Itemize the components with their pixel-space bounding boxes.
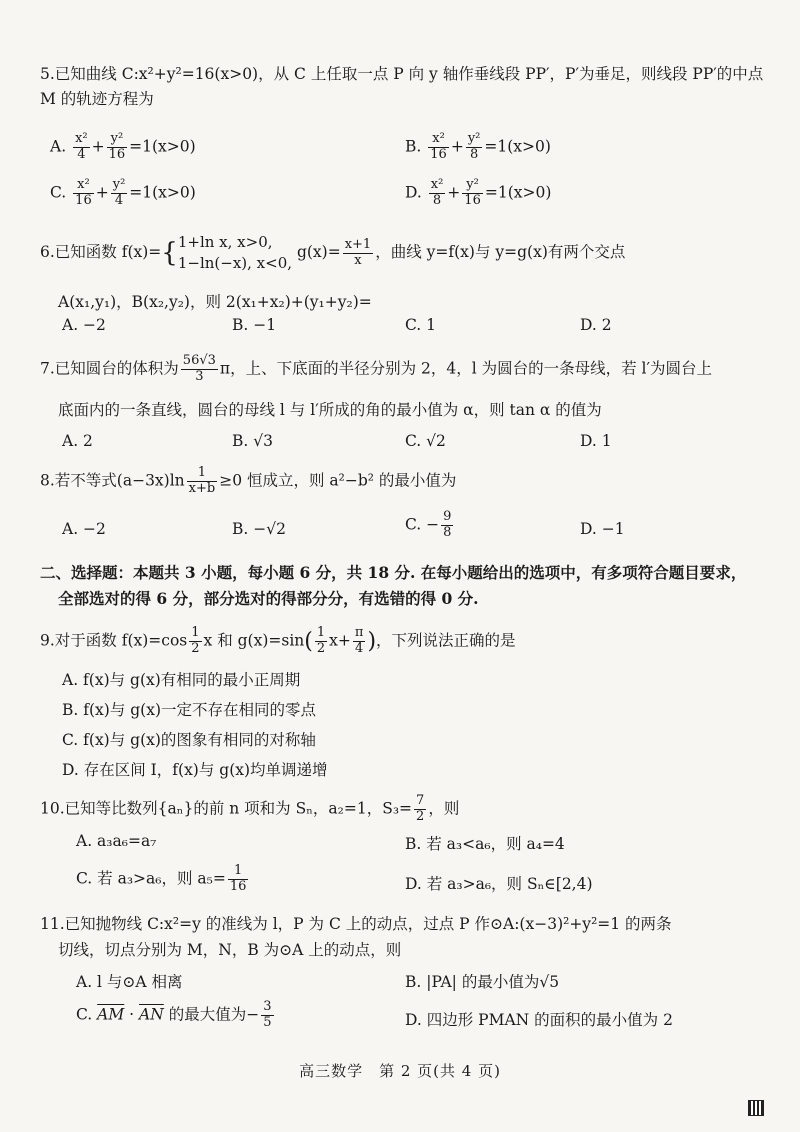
q11-option-d: D. 四边形 PMAN 的面积的最小值为 2 — [405, 1011, 673, 1029]
q6-gx-label: g(x)= — [296, 243, 341, 261]
q8-post: ≥0 恒成立，则 a²−b² 的最小值为 — [219, 471, 457, 490]
q6-option-a: A. −2 — [62, 316, 106, 334]
q8-option-d: D. −1 — [580, 520, 625, 538]
qr-code-icon — [748, 1100, 764, 1116]
q11-c-mid: 的最大值为− — [168, 1005, 260, 1024]
q5-c-cond: =1(x>0) — [129, 183, 196, 202]
question-9-stem: 9.对于函数 f(x)=cos $\frac{1}{2}$ x 和 g(x)=sin( $\frac{1}{2}$ x+ $\frac{\pi}{4}$ )，下列说法正确的是 — [40, 625, 516, 656]
q7-option-b: B. √3 — [232, 432, 273, 450]
question-11-line1: 11.已知抛物线 C:x²=y 的准线为 l，P 为 C 上的动点，过点 P 作⊙A:(x−3)²+y²=1 的两条 — [40, 915, 672, 933]
q5-c-label: C. — [50, 183, 67, 202]
q7-option-a: A. 2 — [62, 432, 93, 450]
q6-cases — [178, 232, 292, 274]
q5-c-frac2: $\frac{\text{y²}}{4}$ — [112, 177, 126, 208]
q5-a-cond: =1(x>0) — [129, 137, 196, 156]
q6-gx-frac: $\frac{x+1}{x}$ — [344, 236, 372, 268]
q9-half-frac: $\frac{1}{2}$ — [191, 625, 200, 656]
q6-line1-post: ，曲线 y=f(x)与 y=g(x)有两个交点 — [375, 243, 626, 261]
q11-c-pre: C. — [76, 1005, 93, 1024]
q5-c-frac1: $\frac{\text{x²}}{16}$ — [75, 177, 92, 208]
q5-a-label: A. — [50, 137, 67, 156]
q10-pre: 10.已知等比数列{aₙ}的前 n 项和为 Sₙ，a₂=1，S₃= — [40, 799, 413, 818]
q9-post: ，下列说法正确的是 — [376, 631, 516, 650]
q6-fx-label: 6.已知函数 f(x)= — [40, 243, 162, 261]
q6-case2: 1−ln(−x), x<0, — [177, 254, 293, 272]
q8-c-label: C. − — [405, 515, 440, 534]
q11-option-a: A. l 与⊙A 相离 — [76, 973, 183, 991]
question-10-stem — [40, 794, 459, 825]
q11-option-c: C. $\overline{AM} \cdot \overline{AN}$ 的最大值为− $\frac{3}{5}$ — [76, 999, 272, 1030]
q10-c-frac: $\frac{1}{16}$ — [229, 863, 247, 894]
q6-option-c: C. 1 — [405, 316, 437, 334]
q5-a-frac1: $\frac{\text{x²}}{4}$ — [75, 131, 88, 162]
q8-c-frac: $\frac{9}{8}$ — [443, 509, 452, 540]
q11-c-frac: $\frac{3}{5}$ — [263, 999, 272, 1030]
q9-option-a: A. f(x)与 g(x)有相同的最小正周期 — [62, 671, 301, 689]
q7-option-c: C. √2 — [405, 432, 446, 450]
q5-option-a: A. $\frac{\text{x²}}{4}$ + $\frac{\text{y²}}{16}$ =1(x>0) — [50, 131, 196, 162]
question-7-line2: 底面内的一条直线，圆台的母线 l 与 l′所成的角的最小值为 α，则 tan α 的值为 — [58, 401, 602, 419]
q6-option-d: D. 2 — [580, 316, 612, 334]
question-8-stem — [40, 466, 456, 497]
q10-post: ，则 — [428, 799, 460, 818]
q8-frac: $\frac{1}{x+b}$ — [188, 465, 216, 496]
q7-pre: 7.已知圆台的体积为 — [40, 359, 179, 378]
q5-b-cond: =1(x>0) — [484, 137, 551, 156]
q8-option-c — [405, 510, 455, 541]
q6-case1: 1+ln x, x>0, — [177, 233, 273, 251]
q5-option-b: B. $\frac{\text{x²}}{16}$ + $\frac{\text{y²}}{8}$ =1(x>0) — [405, 131, 551, 162]
q9-option-c: C. f(x)与 g(x)的图象有相同的对称轴 — [62, 731, 316, 749]
question-11-line2: 切线，切点分别为 M，N，B 为⊙A 上的动点，则 — [58, 941, 402, 959]
q11-vec-am: $\overline{AM}$ — [97, 1005, 125, 1024]
q8-option-b: B. −√2 — [232, 520, 286, 538]
q9-option-b: B. f(x)与 g(x)一定不存在相同的零点 — [62, 701, 317, 719]
section-2-line1: 二、选择题：本题共 3 小题，每小题 6 分，共 18 分. 在每小题给出的选项中，有多项符合题目要求， — [40, 563, 747, 582]
q5-b-label: B. — [405, 137, 422, 156]
q10-option-a: A. a₃a₆=a₇ — [76, 832, 157, 850]
question-7-line1 — [40, 354, 712, 385]
q9-mid: x 和 g(x)=sin — [203, 631, 305, 650]
q10-option-b: B. 若 a₃<a₆，则 a₄=4 — [405, 835, 565, 853]
q10-s3-frac: $\frac{7}{2}$ — [416, 793, 425, 824]
q5-d-cond: =1(x>0) — [484, 183, 552, 202]
q8-pre: 8.若不等式(a−3x)ln — [40, 471, 185, 490]
q7-option-d: D. 1 — [580, 432, 612, 450]
section-2-line2: 全部选对的得 6 分，部分选对的得部分分，有选错的得 0 分. — [58, 588, 479, 608]
question-6-line2: A(x₁,y₁)，B(x₂,y₂)，则 2(x₁+x₂)+(y₁+y₂)= — [58, 293, 372, 311]
q7-post: π，上、下底面的半径分别为 2，4，l 为圆台的一条母线，若 l′为圆台上 — [219, 359, 713, 378]
q5-option-d: D. $\frac{\text{x²}}{8}$ + $\frac{\text{y²}}{16}$ =1(x>0) — [405, 177, 552, 208]
q5-d-label: D. — [405, 183, 422, 202]
q5-b-frac1: $\frac{\text{x²}}{16}$ — [430, 131, 447, 162]
q10-c-pre: C. 若 a₃>a₆，则 a₅= — [76, 869, 226, 888]
q5-a-frac2: $\frac{\text{y²}}{16}$ — [108, 131, 126, 162]
question-5 — [40, 62, 770, 112]
q11-option-b: B. |PA| 的最小值为√5 — [405, 973, 560, 991]
q5-d-frac2: $\frac{\text{y²}}{16}$ — [464, 177, 481, 208]
q10-option-c — [76, 864, 250, 895]
q5-option-c: C. $\frac{\text{x²}}{16}$ + $\frac{\text{y²}}{4}$ =1(x>0) — [50, 177, 196, 208]
page-footer: 高三数学 第 2 页(共 4 页) — [299, 1062, 501, 1080]
q9-gx-frac1: $\frac{1}{2}$ — [316, 625, 326, 656]
q9-option-d: D. 存在区间 I，f(x)与 g(x)均单调递增 — [62, 761, 328, 779]
section-2-header — [40, 560, 770, 611]
q7-volume-frac: $\frac{56√3}{3}$ — [182, 353, 216, 384]
q5-d-frac1: $\frac{\text{x²}}{8}$ — [430, 177, 444, 208]
q10-option-d: D. 若 a₃>a₆，则 Sₙ∈[2,4) — [405, 875, 593, 893]
question-5-stem: 5.已知曲线 C:x²+y²=16(x>0)，从 C 上任取一点 P 向 y 轴作垂线段 PP′，P′为垂足，则线段 PP′的中点 M 的轨迹方程为 — [40, 65, 764, 108]
q11-vec-an: $\overline{AN}$ — [139, 1005, 164, 1024]
q9-gx-frac2: $\frac{\pi}{4}$ — [354, 625, 364, 656]
q8-option-a: A. −2 — [62, 520, 106, 538]
question-6-line1: 6.已知函数 f(x)={ 1+ln x, x>0, 1−ln(−x), x<0, g(x)= $\frac{x+1}{x}$ ，曲线 y=f(x)与 y=g(x)有两个交点 — [40, 233, 626, 272]
q5-b-frac2: $\frac{\text{y²}}{8}$ — [467, 131, 481, 162]
q9-pre: 9.对于函数 f(x)=cos — [40, 631, 188, 650]
q6-option-b: B. −1 — [232, 316, 277, 334]
